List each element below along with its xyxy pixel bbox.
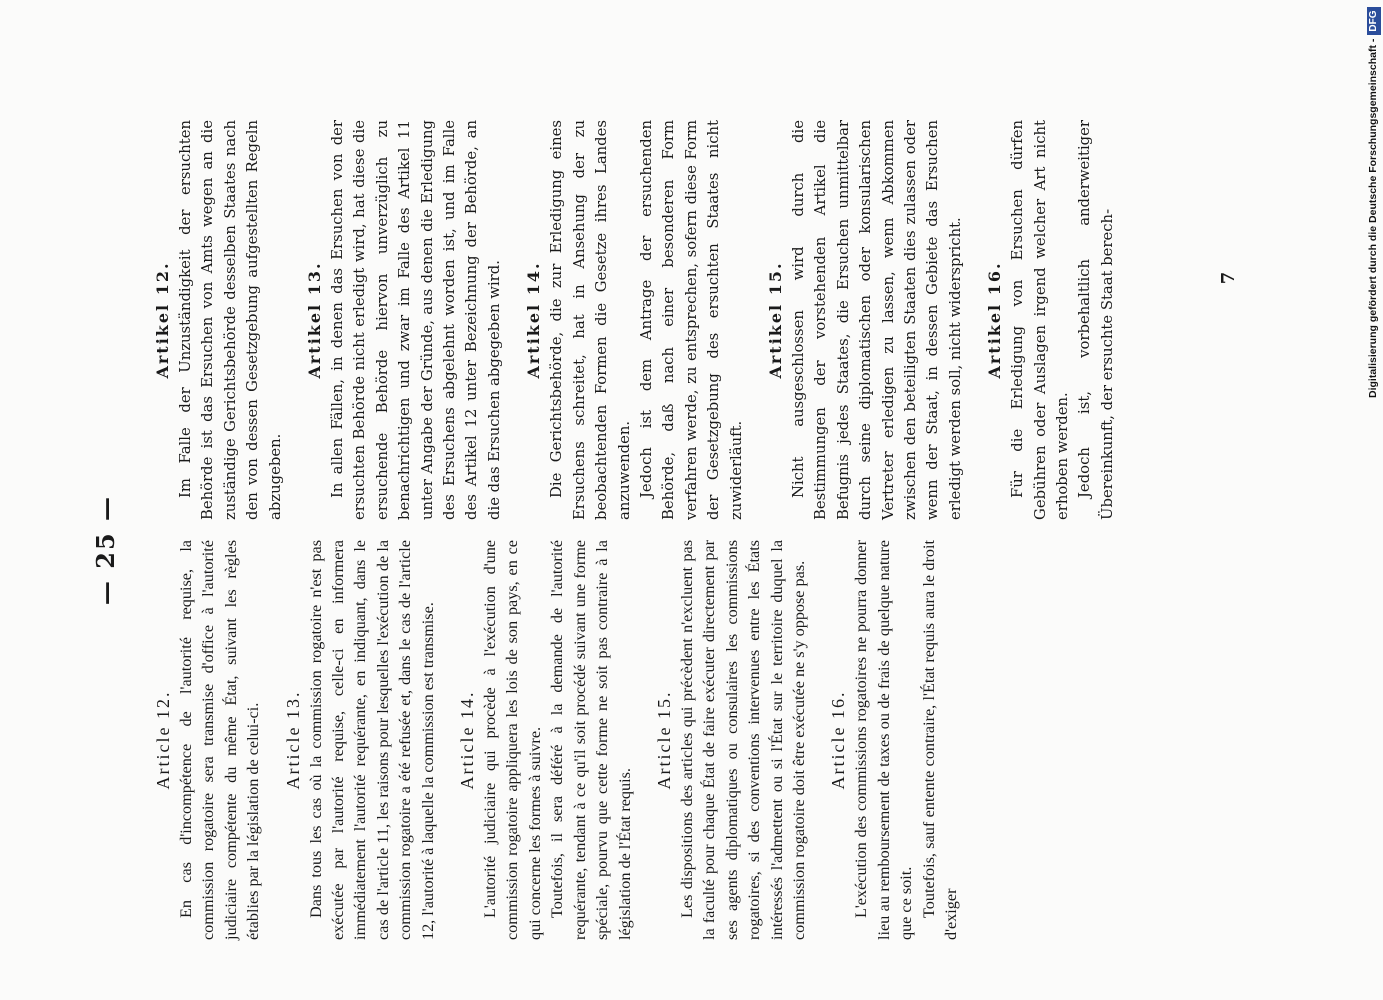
article-fr bbox=[455, 540, 636, 940]
article-paragraph: In allen Fällen, in denen das Ersuchen von der ersuchten Behörde nicht erledigt wird, hat diese die ersuchende Behörde hiervon unverzüglich zu benachrichtigen und zwar im Falle des Artikel 11 unter Angabe der Gründe, aus denen die Erledigung des Ersuchens abgelehnt worden ist, und im Falle des Artikel 12 unter Bezeichnung der Behörde, an die das Ersuchen abgegeben wird. bbox=[329, 120, 503, 520]
article-paragraph: Toutefois, il sera déféré à la demande de l'autorité requérante, tendant à ce qu'il soit procédé suivant une forme spéciale, pourvu que cette forme ne soit pas contraire à la législation de l'État requis. bbox=[548, 540, 634, 940]
article-heading: Artikel 14. bbox=[524, 261, 544, 379]
article-heading: Article 13. bbox=[282, 690, 303, 790]
dfg-logo: DFG bbox=[1367, 8, 1381, 35]
credit-text: Digitalisierung gefördert durch die Deutsche Forschungsgemeinschaft - bbox=[1367, 38, 1379, 398]
article-paragraph: L'autorité judiciaire qui procède à l'exécution d'une commission rogatoire appliquera les lois de son pays, en ce qui concerne les formes à suivre. bbox=[481, 540, 544, 940]
french-column bbox=[151, 540, 968, 940]
article-heading: Article 12. bbox=[153, 690, 173, 790]
article-paragraph: Für die Erledigung von Ersuchen dürfen Gebühren oder Auslagen irgend welcher Art nicht erhoben werden. bbox=[1009, 120, 1071, 520]
page-number: — 25 — bbox=[91, 494, 120, 606]
article-heading: Article 15. bbox=[653, 690, 674, 790]
article-paragraph: L'exécution des commissions rogatoires ne pourra donner lieu au remboursement de taxes ou de frais de quelque nature que ce soit. bbox=[852, 540, 916, 940]
article-fr bbox=[652, 540, 810, 940]
article-heading: Article 14. bbox=[457, 690, 478, 790]
article-fr bbox=[826, 540, 962, 940]
article-paragraph: Die Gerichtsbehörde, die zur Erledigung eines Ersuchens schreitet, hat in Ansehung der zu beobachtenden Formen die Gesetze ihres Landes anzuwenden. bbox=[548, 120, 633, 520]
article-fr bbox=[151, 540, 265, 940]
article-paragraph: Jedoch ist dem Antrage der ersuchenden Behörde, daß nach einer besonderen Form verfahren werde, zu entsprechen, sofern diese Form der Gesetzgebung des ersuchten Staates nicht zuwiderläuft. bbox=[637, 120, 745, 520]
article-de bbox=[522, 120, 748, 520]
dfg-credit bbox=[1367, 0, 1383, 398]
article-paragraph: Jedoch ist, vorbehaltlich anderweitiger Übereinkunft, der ersuchte Staat berech- bbox=[1076, 120, 1116, 520]
article-paragraph: Im Falle der Unzuständigkeit der ersuchten Behörde ist das Ersuchen von Amts wegen an die zuständige Gerichtsbehörde desselben Staates nach den von dessen Gesetzgebung aufgestellten Regeln abzugeben. bbox=[177, 120, 284, 520]
article-de bbox=[983, 120, 1119, 520]
article-heading: Artikel 15. bbox=[765, 261, 785, 379]
sheet-mark: 7 bbox=[1218, 271, 1239, 285]
article-paragraph: En cas d'incompétence de l'autorité requise, la commission rogatoire sera transmise d'office à l'autorité judiciaire compétente du même État, suivant les règles établies par la législation de celui-ci. bbox=[177, 540, 263, 940]
rotated-content bbox=[91, 100, 1241, 1000]
article-paragraph: Nicht ausgeschlossen wird durch die Bestimmungen der vorstehenden Artikel die Befugnis jedes Staates, die Ersuchen unmittelbar durch seine diplomatischen oder konsularischen Vertreter erledigen zu lassen, wenn Abkommen zwischen den beteiligten Staaten dies zulassen oder wenn der Staat, in dessen Gebiete das Ersuchen erledigt werden soll, nicht widerspricht. bbox=[789, 120, 964, 520]
article-paragraph: Les dispositions des articles qui précèdent n'excluent pas la faculté pour chaque État de faire exécuter directement par ses agents diplomatiques ou consulaires les commissions rogatoires, si des conventions intervenues entre les États intéressés l'admettent ou si l'État sur le territoire duquel la commission rogatoire doit être exécutée ne s'y oppose pas. bbox=[677, 540, 808, 940]
article-heading: Article 16. bbox=[828, 690, 849, 790]
article-de bbox=[764, 120, 967, 520]
german-column bbox=[151, 120, 1125, 520]
article-de bbox=[151, 120, 287, 520]
article-heading: Artikel 13. bbox=[305, 261, 325, 379]
article-paragraph: Toutefois, sauf entente contraire, l'État requis aura le droit d'exiger bbox=[919, 540, 960, 940]
article-de bbox=[303, 120, 506, 520]
article-fr bbox=[281, 540, 439, 940]
article-paragraph: Dans tous les cas où la commission rogatoire n'est pas exécutée par l'autorité requise, celle-ci en informera immédiatement l'autorité requérante, en indiquant, dans le cas de l'article 11, les raisons pour lesquelles l'exécution de la commission rogatoire a été refusée et, dans le cas de l'article 12, l'autorité à laquelle la commission est transmise. bbox=[306, 540, 437, 940]
article-heading: Artikel 12. bbox=[153, 261, 172, 379]
article-heading: Artikel 16. bbox=[985, 261, 1005, 379]
